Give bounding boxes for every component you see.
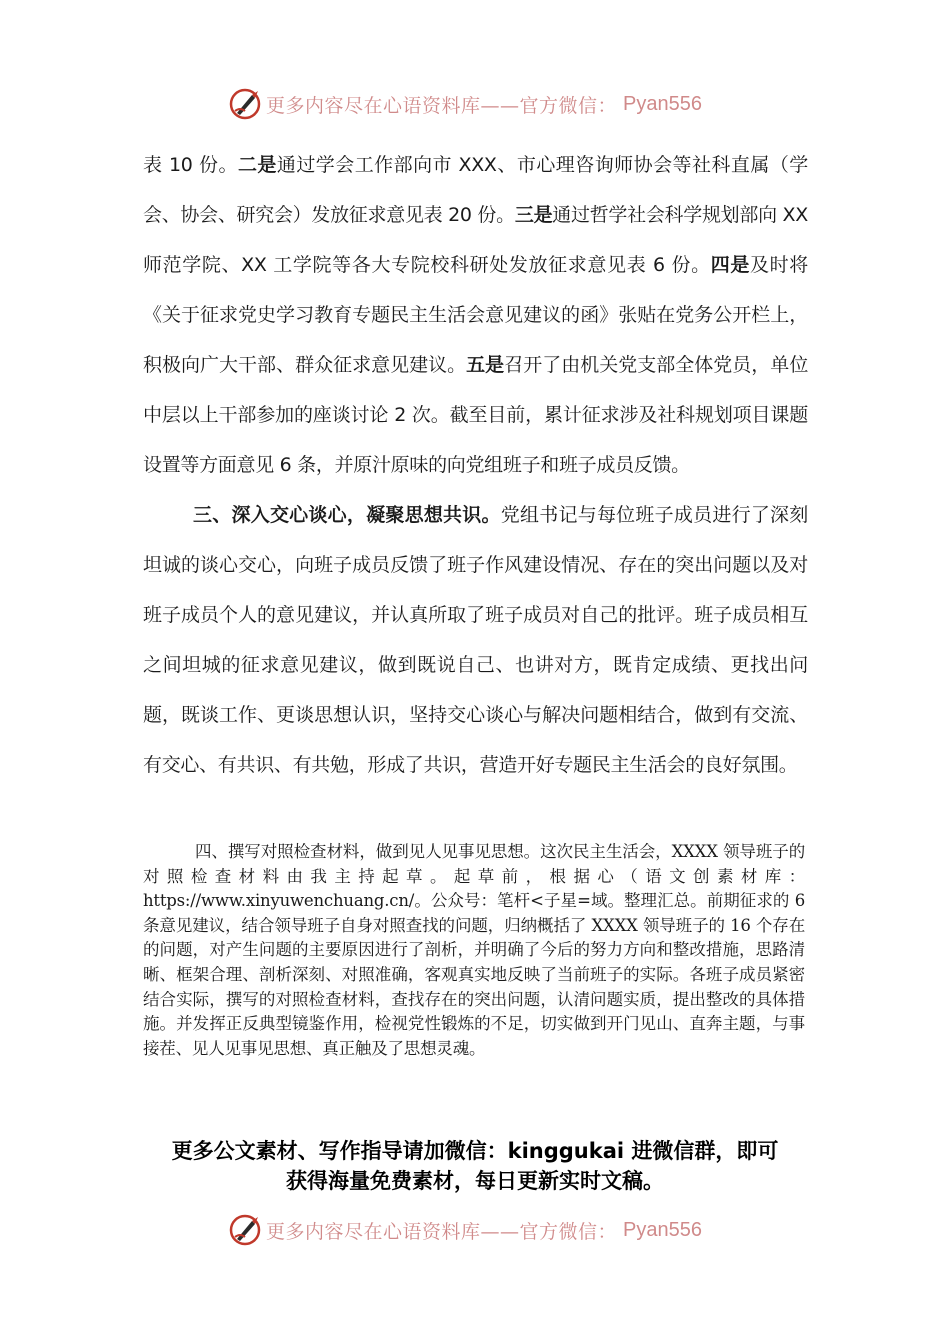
- text-segment: 表 10 份。: [143, 154, 238, 176]
- watermark-header: [228, 84, 748, 124]
- bold-marker: 四是: [710, 254, 751, 276]
- text-segment: 通过学会工作部向市 XXX、市心理咨询师协会等社科直属（学会、协会、研究会）发放征求意见表 20 份。: [143, 154, 808, 226]
- watermark-footer: [228, 1210, 748, 1250]
- quill-logo-icon: [228, 87, 262, 121]
- watermark-id: Pyan556: [623, 92, 702, 115]
- text-segment: 召开了由机关党支部全体党员，单位中层以上干部参加的座谈讨论 2 次。截至目前，累计征求涉及社科规划项目课题设置等方面意见 6 条，并原汁原味的向党组班子和班子成员反馈。: [143, 354, 809, 476]
- bold-marker: 五是: [466, 354, 505, 376]
- paragraph-feedback-collection: [143, 140, 808, 490]
- paragraph-heart-to-heart: [143, 490, 808, 790]
- watermark-id: Pyan556: [623, 1218, 702, 1241]
- footer-line-1: 更多公文素材、写作指导请加微信：kinggukai 进微信群，即可: [171, 1139, 779, 1163]
- text-segment: 党组书记与每位班子成员进行了深刻坦诚的谈心交心，向班子成员反馈了班子作风建设情况、存在的突出问题以及对班子成员个人的意见建议，并认真所取了班子成员对自己的批评。班子成员相互之间坦城的征求意见建议，做到既说自己、也讲对方，既肯定成绩、更找出问题，既谈工作、更谈思想认识，坚持交心谈心与解决问题相结合，做到有交流、有交心、有共识、有共勉，形成了共识，营造开好专题民主生活会的良好氛围。: [143, 504, 808, 776]
- quill-logo-icon: [228, 1213, 262, 1247]
- footer-promo: [100, 1136, 850, 1196]
- paragraph-self-review: 四、撰写对照检查材料，做到见人见事见思想。这次民主生活会，XXXX 领导班子的对照检查材料由我主持起草。起草前，根据心（语文创素材库：https://www.xinyuwenchuang.cn/。公众号：笔杆<子星=域。整理汇总。前期征求的 6 条意见建议，结合领导班子自身对照查找的问题，归纳概括了 XXXX 领导班子的 16 个存在的问题，对产生问题的主要原因进行了剖析，并明确了今后的努力方向和整改措施，思路清晰、框架合理、剖析深刻、对照准确，客观真实地反映了当前班子的实际。各班子成员紧密结合实际，撰写的对照检查材料，查找存在的突出问题，认清问题实质，提出整改的具体措施。并发挥正反典型镜鉴作用，检视党性锻炼的不足，切实做到开门见山、直奔主题，与事接茬、见人见事见思想、真正触及了思想灵魂。: [143, 842, 805, 1058]
- bold-marker: 三是: [514, 204, 553, 226]
- text-segment: 通过哲学社会科学规划部向 XX 师范学院、XX 工学院等各大专院校科研处发放征求意见表 6 份。: [143, 204, 808, 276]
- footer-line-2: 获得海量免费素材，每日更新实时文稿。: [286, 1169, 664, 1193]
- section-heading: 三、深入交心谈心，凝聚思想共识。: [193, 504, 501, 526]
- bold-marker: 二是: [237, 154, 277, 176]
- text-segment: 及时将《关于征求党史学习教育专题民主生活会意见建议的函》张贴在党务公开栏上，积极向广大干部、群众征求意见建议。: [143, 254, 808, 376]
- watermark-text: 更多内容尽在心语资料库——官方微信：: [266, 1220, 618, 1243]
- watermark-text: 更多内容尽在心语资料库——官方微信：: [266, 94, 618, 117]
